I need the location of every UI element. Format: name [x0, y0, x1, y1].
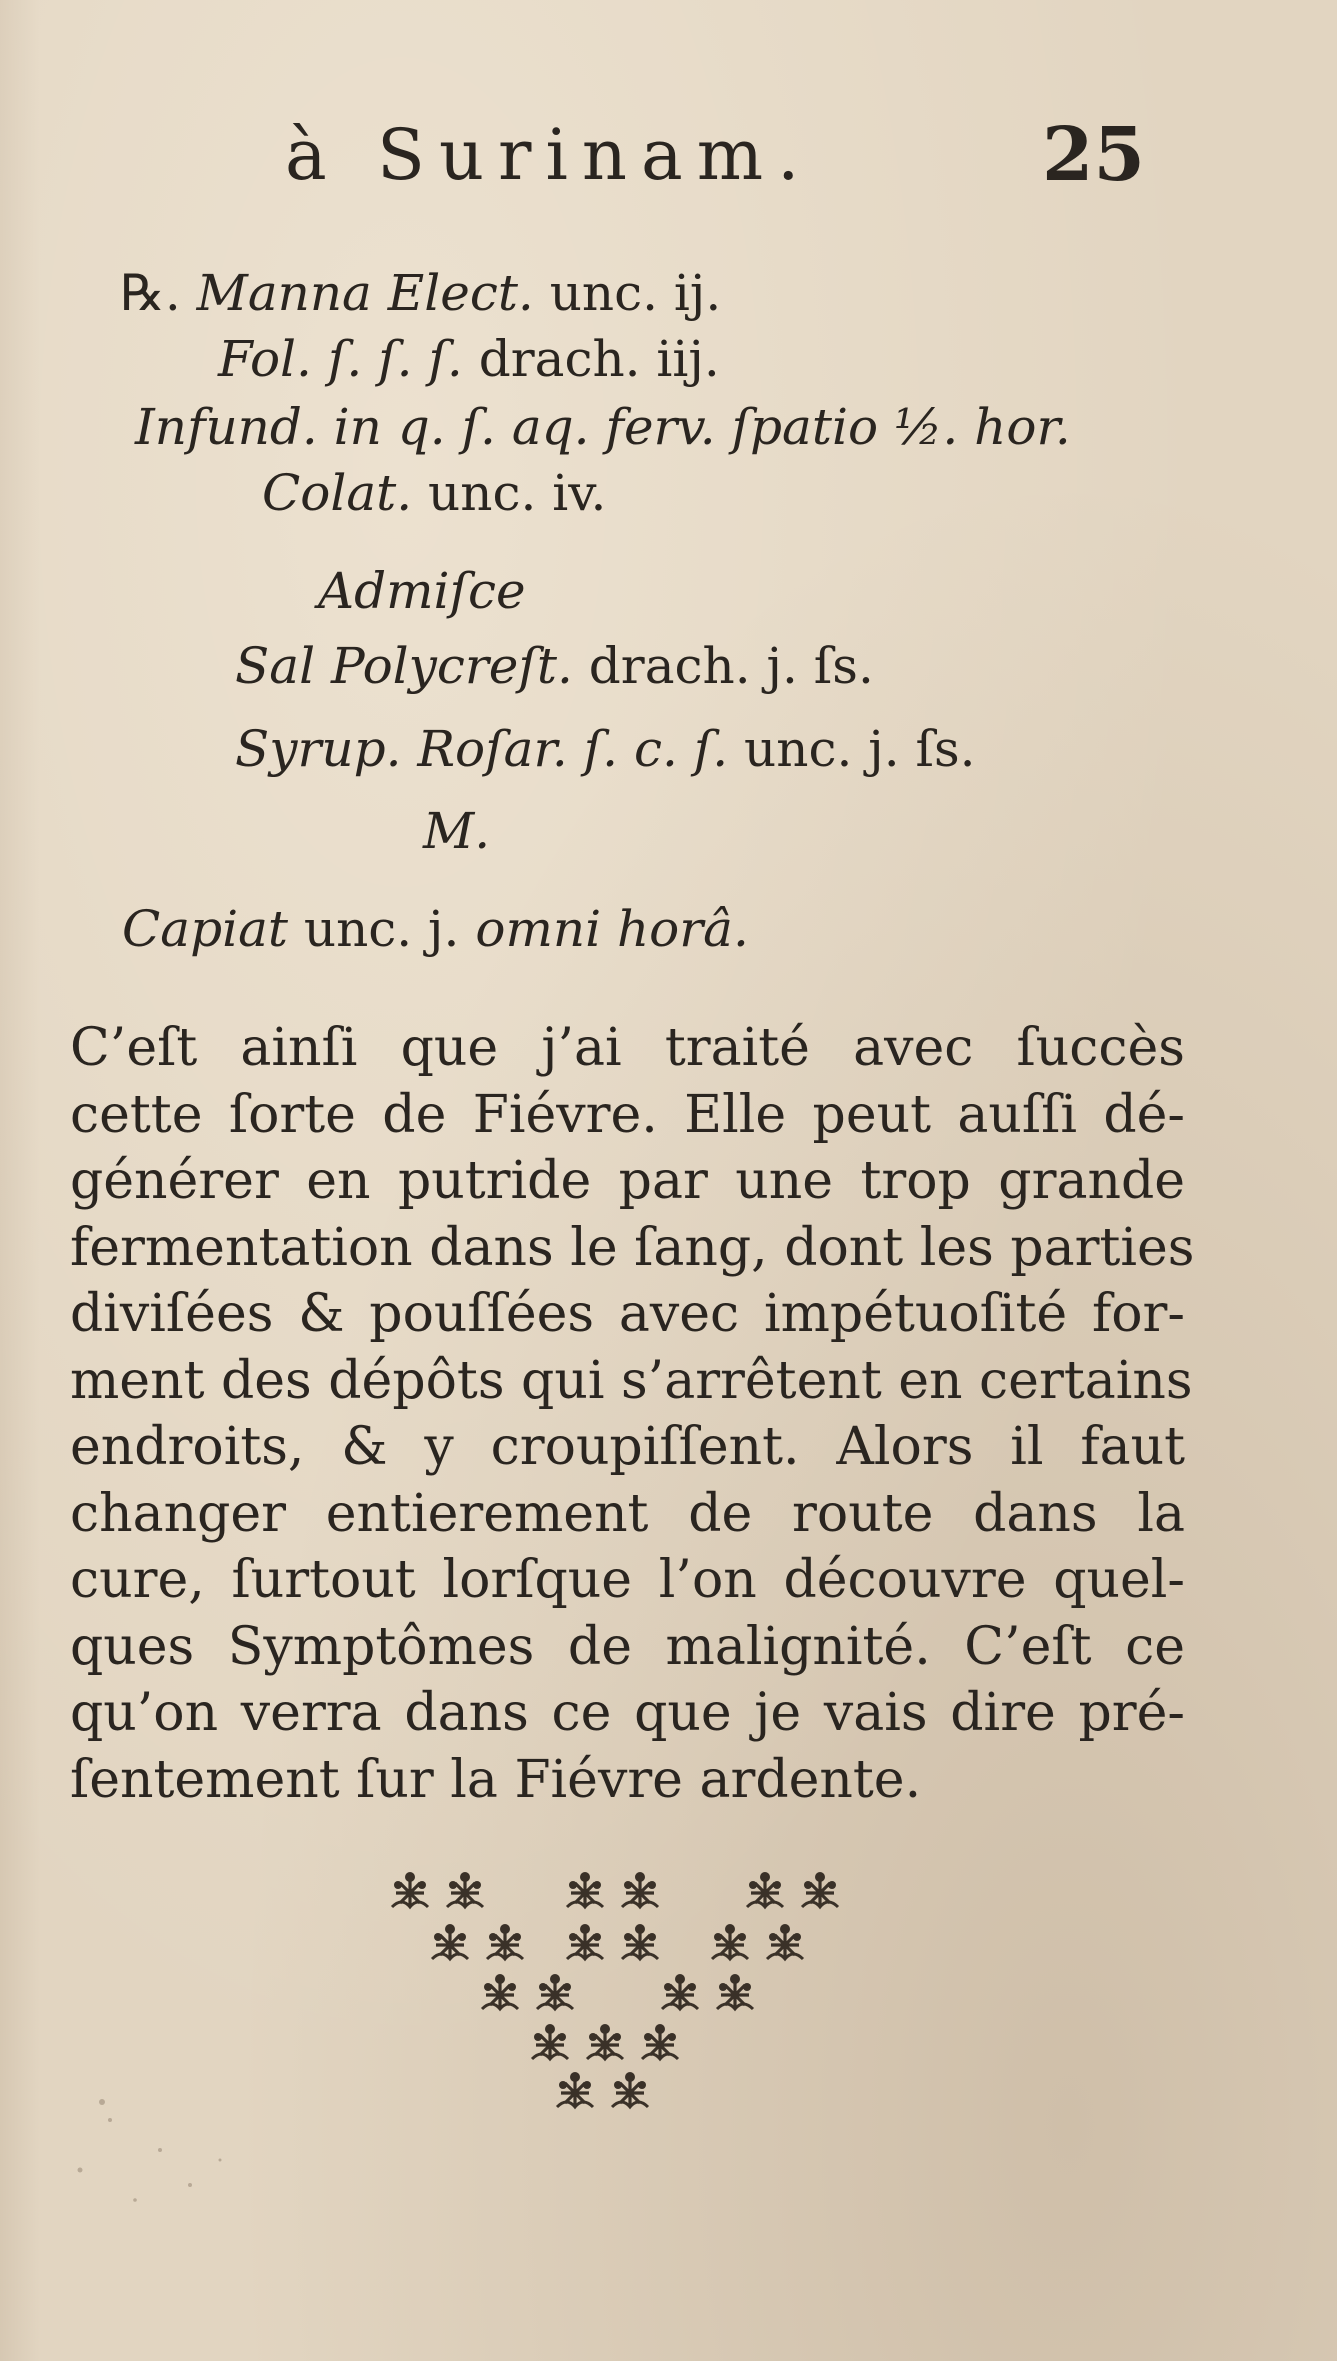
prescription-text: Capiat	[122, 900, 288, 958]
paragraph-line: diviſées & pouſſées avec impétuoſité for-	[70, 1284, 1185, 1344]
prescription-text: Colat.	[262, 464, 413, 522]
paragraph-line: cure, ſurtout lorſque l’on découvre quel-	[70, 1550, 1185, 1610]
prescription-line	[318, 560, 526, 622]
paragraph-line: C’eſt ainſi que j’ai traité avec ſuccès	[70, 1018, 1185, 1078]
page-number: 25	[1042, 112, 1145, 198]
paragraph-line: ques Symptômes de malignité. C’eſt ce	[70, 1616, 1185, 1677]
prescription-line	[235, 718, 976, 780]
prescription-text: unc. iv.	[412, 464, 607, 522]
paragraph-line: cette ſorte de Fiévre. Elle peut auſſi dé-	[70, 1084, 1185, 1145]
prescription-text: Manna Elect.	[196, 264, 534, 322]
prescription-text: Syrup. Roſar. ſ. c. ſ.	[235, 720, 729, 778]
prescription-text: Fol. ſ. ſ. ſ.	[218, 330, 463, 388]
paragraph-line: endroits, & y croupiſſent. Alors il faut	[70, 1417, 1185, 1477]
paragraph-line: qu’on verra dans ce que je vais dire pré-	[70, 1683, 1185, 1743]
prescription-text: M.	[423, 802, 491, 860]
prescription-line	[262, 462, 606, 524]
paragraph-line: fermentation dans le ſang, dont les parties	[70, 1217, 1195, 1278]
prescription-text: Admiſce	[318, 562, 526, 620]
prescription-text: unc. j.	[287, 900, 476, 958]
prescription-text: unc. ij.	[533, 264, 722, 322]
paragraph-line: ſentement ſur la Fiévre ardente.	[70, 1749, 922, 1810]
prescription-text: Sal Polycreſt.	[235, 637, 573, 695]
paragraph-line: ment des dépôts qui s’arrêtent en certains	[70, 1350, 1193, 1411]
prescription-text: omni horâ.	[475, 900, 749, 958]
prescription-text: drach. j. ſs.	[572, 637, 874, 695]
prescription-line	[122, 898, 749, 960]
prescription-line	[135, 396, 1071, 458]
bleed-through-marks	[40, 2090, 270, 2220]
paragraph-line: générer en putride par une trop grande	[70, 1151, 1185, 1211]
prescription-line	[235, 635, 874, 697]
prescription-line	[218, 328, 720, 390]
floral-ornament-icon	[370, 1865, 890, 2125]
prescription-text: unc. j. ſs.	[728, 720, 976, 778]
running-title: à Surinam.	[285, 114, 814, 196]
prescription-text: drach. iij.	[462, 330, 720, 388]
prescription-block	[0, 0, 1337, 980]
prescription-text: ℞.	[120, 264, 197, 322]
prescription-line	[120, 262, 721, 324]
prescription-line	[423, 800, 490, 862]
body-paragraph	[70, 1015, 1195, 1813]
prescription-text: Infund. in q. ſ. aq. ferv. ſpatio ½. hor.	[135, 398, 1071, 456]
paragraph-line: changer entierement de route dans la	[70, 1483, 1185, 1544]
